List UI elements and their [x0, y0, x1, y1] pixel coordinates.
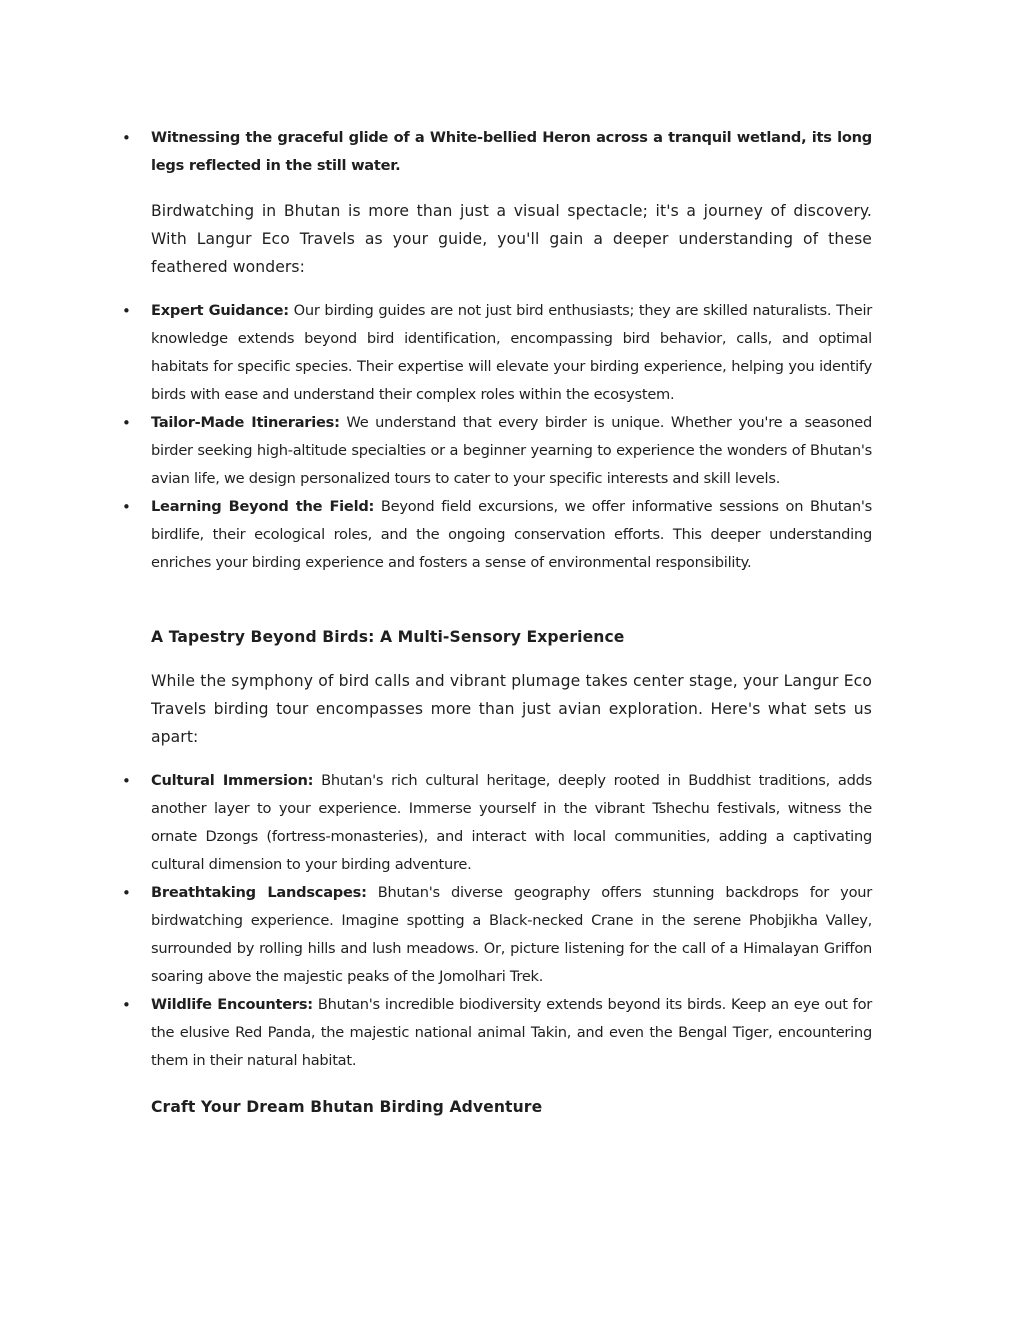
bullet-icon: •	[122, 996, 131, 1014]
list-item-lead: Cultural Immersion:	[151, 772, 314, 789]
list-item-heron	[122, 124, 872, 180]
guide-benefits-list	[122, 297, 873, 577]
list-item-expert-guidance	[122, 297, 873, 409]
list-item-lead: Expert Guidance:	[151, 302, 289, 319]
section-heading-craft-adventure: Craft Your Dream Bhutan Birding Adventure	[151, 1098, 543, 1116]
heron-list	[122, 124, 872, 180]
section-heading-tapestry: A Tapestry Beyond Birds: A Multi-Sensory Experience	[151, 628, 625, 646]
list-item-text: Bhutan's incredible biodiversity extends beyond its birds. Keep an eye out for the elusive Red Panda, the majestic national animal Takin, and even the Bengal Tiger, encountering them in their natural habitat.	[151, 996, 873, 1069]
list-item-heron-text: Witnessing the graceful glide of a White-bellied Heron across a tranquil wetland, its long legs reflected in the still water.	[151, 129, 872, 174]
list-item-lead: Breathtaking Landscapes:	[151, 884, 367, 901]
list-item-learning-beyond-field	[122, 493, 872, 577]
tapestry-intro-paragraph: While the symphony of bird calls and vibrant plumage takes center stage, your Langur Eco Travels birding tour encompasses more than just avian exploration. Here's what sets us apart:	[151, 672, 872, 746]
list-item-breathtaking-landscapes	[122, 879, 872, 991]
list-item-text: Beyond field excursions, we offer informative sessions on Bhutan's birdlife, their ecological roles, and the ongoing conservation efforts. This deeper understanding enriches your birding experience and fosters a sense of environmental responsibility.	[151, 498, 872, 571]
list-item-lead: Learning Beyond the Field:	[151, 498, 375, 515]
experience-list	[122, 767, 873, 1075]
list-item-text: Bhutan's rich cultural heritage, deeply rooted in Buddhist traditions, adds another layer to your experience. Immerse yourself in the vibrant Tshechu festivals, witness the ornate Dzongs (fortress-monasteries), and interact with local communities, adding a captivating cultural dimension to your birding adventure.	[151, 772, 872, 873]
list-item-cultural-immersion	[122, 767, 872, 879]
birdwatching-intro-paragraph: Birdwatching in Bhutan is more than just a visual spectacle; it's a journey of discovery. With Langur Eco Travels as your guide, you'll gain a deeper understanding of these feathered wonders:	[151, 202, 872, 276]
bullet-icon: •	[122, 884, 131, 902]
list-item-tailor-made-itineraries	[122, 409, 872, 493]
list-item-wildlife-encounters	[122, 991, 873, 1075]
list-item-text: We understand that every birder is unique. Whether you're a seasoned birder seeking high-altitude specialties or a beginner yearning to experience the wonders of Bhutan's avian life, we design personalized tours to cater to your specific interests and skill levels.	[151, 414, 872, 487]
list-item-lead: Wildlife Encounters:	[151, 996, 313, 1013]
list-item-text: Our birding guides are not just bird enthusiasts; they are skilled naturalists. Their knowledge extends beyond bird identification, encompassing bird behavior, calls, and optimal habitats for specific species. Their expertise will elevate your birding experience, helping you identify birds with ease and understand their complex roles within the ecosystem.	[151, 302, 873, 403]
bullet-icon: •	[122, 498, 131, 516]
bullet-icon: •	[122, 302, 131, 320]
list-item-lead: Tailor-Made Itineraries:	[151, 414, 340, 431]
bullet-icon: •	[122, 772, 131, 790]
list-item-text: Bhutan's diverse geography offers stunning backdrops for your birdwatching experience. Imagine spotting a Black-necked Crane in the serene Phobjikha Valley, surrounded by rolling hills and lush meadows. Or, picture listening for the call of a Himalayan Griffon soaring above the majestic peaks of the Jomolhari Trek.	[151, 884, 872, 985]
bullet-icon: •	[122, 129, 131, 147]
bullet-icon: •	[122, 414, 131, 432]
